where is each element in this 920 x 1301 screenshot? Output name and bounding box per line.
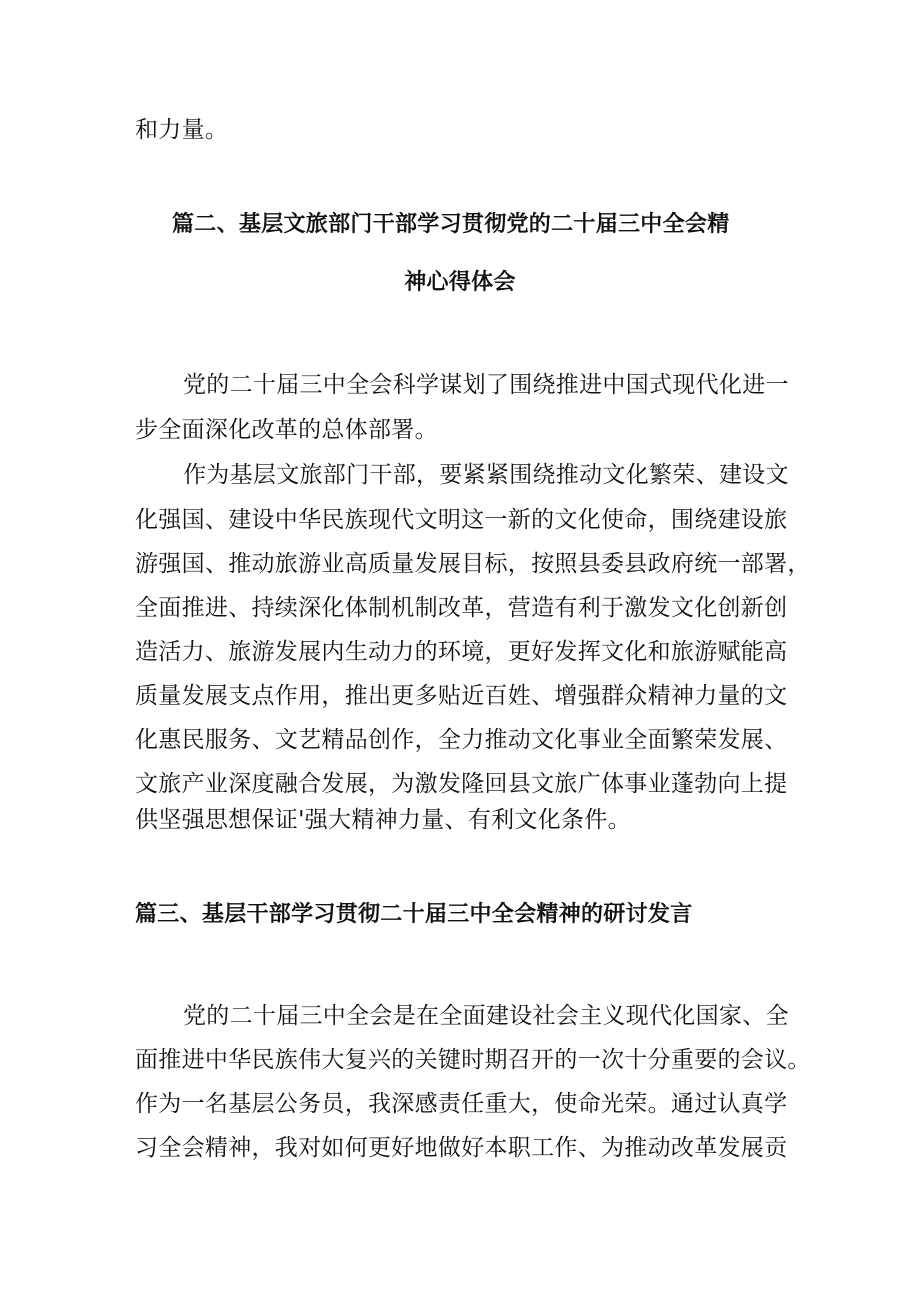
paragraph-line: 文旅产业深度融合发展，为激发隆回县文旅广体事业蓬勃向上提 (135, 771, 788, 797)
paragraph-line: 质量发展支点作用，推出更多贴近百姓、增强群众精神力量的文 (135, 683, 788, 709)
paragraph-line: 面推进中华民族伟大复兴的关键时期召开的一次十分重要的会议。 (135, 1047, 811, 1073)
paragraph-line: 造活力、旅游发展内生动力的环境，更好发挥文化和旅游赋能高 (135, 639, 788, 665)
section-2-title-line-1: 篇二、基层文旅部门干部学习贯彻党的二十届三中全会精 (172, 212, 730, 237)
paragraph-line: 作为一名基层公务员，我深感责任重大，使命光荣。通过认真学 (135, 1091, 788, 1117)
paragraph-line: 党的二十届三中全会科学谋划了围绕推进中国式现代化进一 (183, 372, 789, 398)
section-2-title-line-2: 神心得体会 (404, 270, 516, 295)
paragraph-line: 化惠民服务、文艺精品创作，全力推动文化事业全面繁荣发展、 (135, 727, 788, 753)
paragraph-line: 党的二十届三中全会是在全面建设社会主义现代化国家、全 (183, 1003, 789, 1029)
paragraph-line: 游强国、推动旅游业高质量发展目标，按照县委县政府统一部署， (135, 551, 811, 577)
continuation-text: 和力量。 (135, 117, 229, 143)
paragraph-line: 习全会精神，我对如何更好地做好本职工作、为推动改革发展贡 (135, 1135, 788, 1161)
paragraph-line: 化强国、建设中华民族现代文明这一新的文化使命，围绕建设旅 (135, 507, 788, 533)
paragraph-line: 全面推进、持续深化体制机制改革，营造有利于激发文化创新创 (135, 595, 788, 621)
paragraph-line: 步全面深化改革的总体部署。 (135, 417, 438, 443)
section-3-title: 篇三、基层干部学习贯彻二十届三中全会精神的研讨发言 (135, 902, 693, 927)
paragraph-line: 供坚强思想保证'强大精神力量、有利文化条件。 (135, 807, 631, 833)
paragraph-line: 作为基层文旅部门干部，要紧紧围绕推动文化繁荣、建设文 (183, 462, 789, 488)
